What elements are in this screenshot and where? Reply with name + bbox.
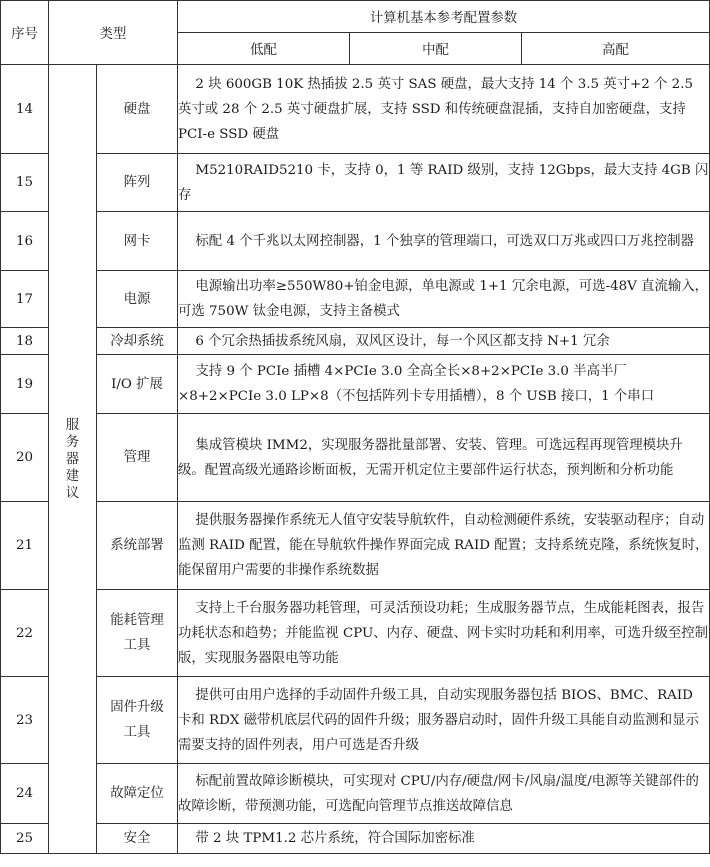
row-number: 17 (1, 271, 49, 328)
row-number: 19 (1, 355, 49, 414)
category-label: 服务器建议 (65, 417, 80, 501)
feature-description: 标配前置故障诊断模块，可实现对 CPU/内存/硬盘/网卡/风扇/温度/电源等关键部件的故障诊断，带预测功能，可选配向管理节点推送故障信息 (178, 764, 710, 824)
row-number: 24 (1, 764, 49, 824)
feature-description: 6 个冗余热插拔系统风扇，双风区设计，每一个风区都支持 N+1 冗余 (178, 328, 710, 355)
table-row (1, 65, 710, 154)
row-number: 16 (1, 212, 49, 271)
row-number: 15 (1, 154, 49, 212)
feature-name: I/O 扩展 (97, 355, 178, 414)
feature-description: 标配 4 个千兆以太网控制器，1 个独享的管理端口，可选双口万兆或四口万兆控制器 (178, 212, 710, 271)
table-row (1, 414, 710, 502)
header-high-config: 高配 (522, 33, 710, 65)
table-row (1, 328, 710, 355)
feature-name: 管理 (97, 414, 178, 502)
feature-description: 提供服务器操作系统无人值守安装导航软件，自动检测硬件系统，安装驱动程序；自动监测 RAID 配置，能在导航软件操作界面完成 RAID 配置；支持系统克隆，系统恢复时，能保留用户需要的非操作系统数据 (178, 502, 710, 590)
feature-name: 硬盘 (97, 65, 178, 154)
row-number: 21 (1, 502, 49, 590)
feature-description: 支持 9 个 PCIe 插槽 4×PCIe 3.0 全高全长×8+2×PCIe 3.0 半高半厂×8+2×PCIe 3.0 LP×8（不包括阵列卡专用插槽），8 个 USB 接口，1 个串口 (178, 355, 710, 414)
header-type: 类型 (49, 1, 178, 65)
feature-description: M5210RAID5210 卡，支持 0，1 等 RAID 级别，支持 12Gbps，最大支持 4GB 闪存 (178, 154, 710, 212)
header-mid-config: 中配 (350, 33, 522, 65)
feature-description: 2 块 600GB 10K 热插拔 2.5 英寸 SAS 硬盘，最大支持 14 个 3.5 英寸+2 个 2.5 英寸或 28 个 2.5 英寸硬盘扩展，支持 SSD 和传统硬盘混插，支持自加密硬盘，支持 PCI-e SSD 硬盘 (178, 65, 710, 154)
feature-description: 集成管模块 IMM2，实现服务器批量部署、安装、管理。可选远程再现管理模块升级。配置高级光通路诊断面板，无需开机定位主要部件运行状态，预判断和分析功能 (178, 414, 710, 502)
table-row (1, 764, 710, 824)
row-number: 20 (1, 414, 49, 502)
feature-description: 电源输出功率≥550W80+铂金电源，单电源或 1+1 冗余电源，可选-48V 直流输入，可选 750W 钛金电源，支持主备模式 (178, 271, 710, 328)
row-number: 22 (1, 590, 49, 677)
feature-name: 电源 (97, 271, 178, 328)
table-row (1, 355, 710, 414)
feature-name-text: 固件升级工具 (110, 700, 164, 740)
table-row (1, 154, 710, 212)
row-number: 25 (1, 824, 49, 854)
feature-name (97, 677, 178, 764)
table-row (1, 590, 710, 677)
feature-name: 冷却系统 (97, 328, 178, 355)
feature-name-text: 能耗管理工具 (110, 613, 164, 653)
header-serial-no: 序号 (1, 1, 49, 65)
feature-name: 网卡 (97, 212, 178, 271)
table-row (1, 212, 710, 271)
table-row (1, 824, 710, 854)
row-number: 18 (1, 328, 49, 355)
feature-name: 安全 (97, 824, 178, 854)
feature-name: 故障定位 (97, 764, 178, 824)
header-low-config: 低配 (178, 33, 350, 65)
feature-description: 支持上千台服务器功耗管理，可灵活预设功耗；生成服务器节点，生成能耗图表，报告功耗状态和趋势；并能监视 CPU、内存、硬盘、网卡实时功耗和利用率，可选升级至控制版，实现服务器限电等功能 (178, 590, 710, 677)
feature-name: 阵列 (97, 154, 178, 212)
feature-name (97, 590, 178, 677)
table-row (1, 502, 710, 590)
feature-description: 带 2 块 TPM1.2 芯片系统，符合国际加密标准 (178, 824, 710, 854)
table-row (1, 271, 710, 328)
feature-description: 提供可由用户选择的手动固件升级工具，自动实现服务器包括 BIOS、BMC、RAID 卡和 RDX 磁带机底层代码的固件升级；服务器启动时，固件升级工具能自动监测和显示需要支持的固件列表，用户可选是否升级 (178, 677, 710, 764)
row-number: 14 (1, 65, 49, 154)
category-cell (49, 65, 97, 854)
table-row (1, 677, 710, 764)
row-number: 23 (1, 677, 49, 764)
feature-name: 系统部署 (97, 502, 178, 590)
header-config-params: 计算机基本参考配置参数 (178, 1, 710, 33)
